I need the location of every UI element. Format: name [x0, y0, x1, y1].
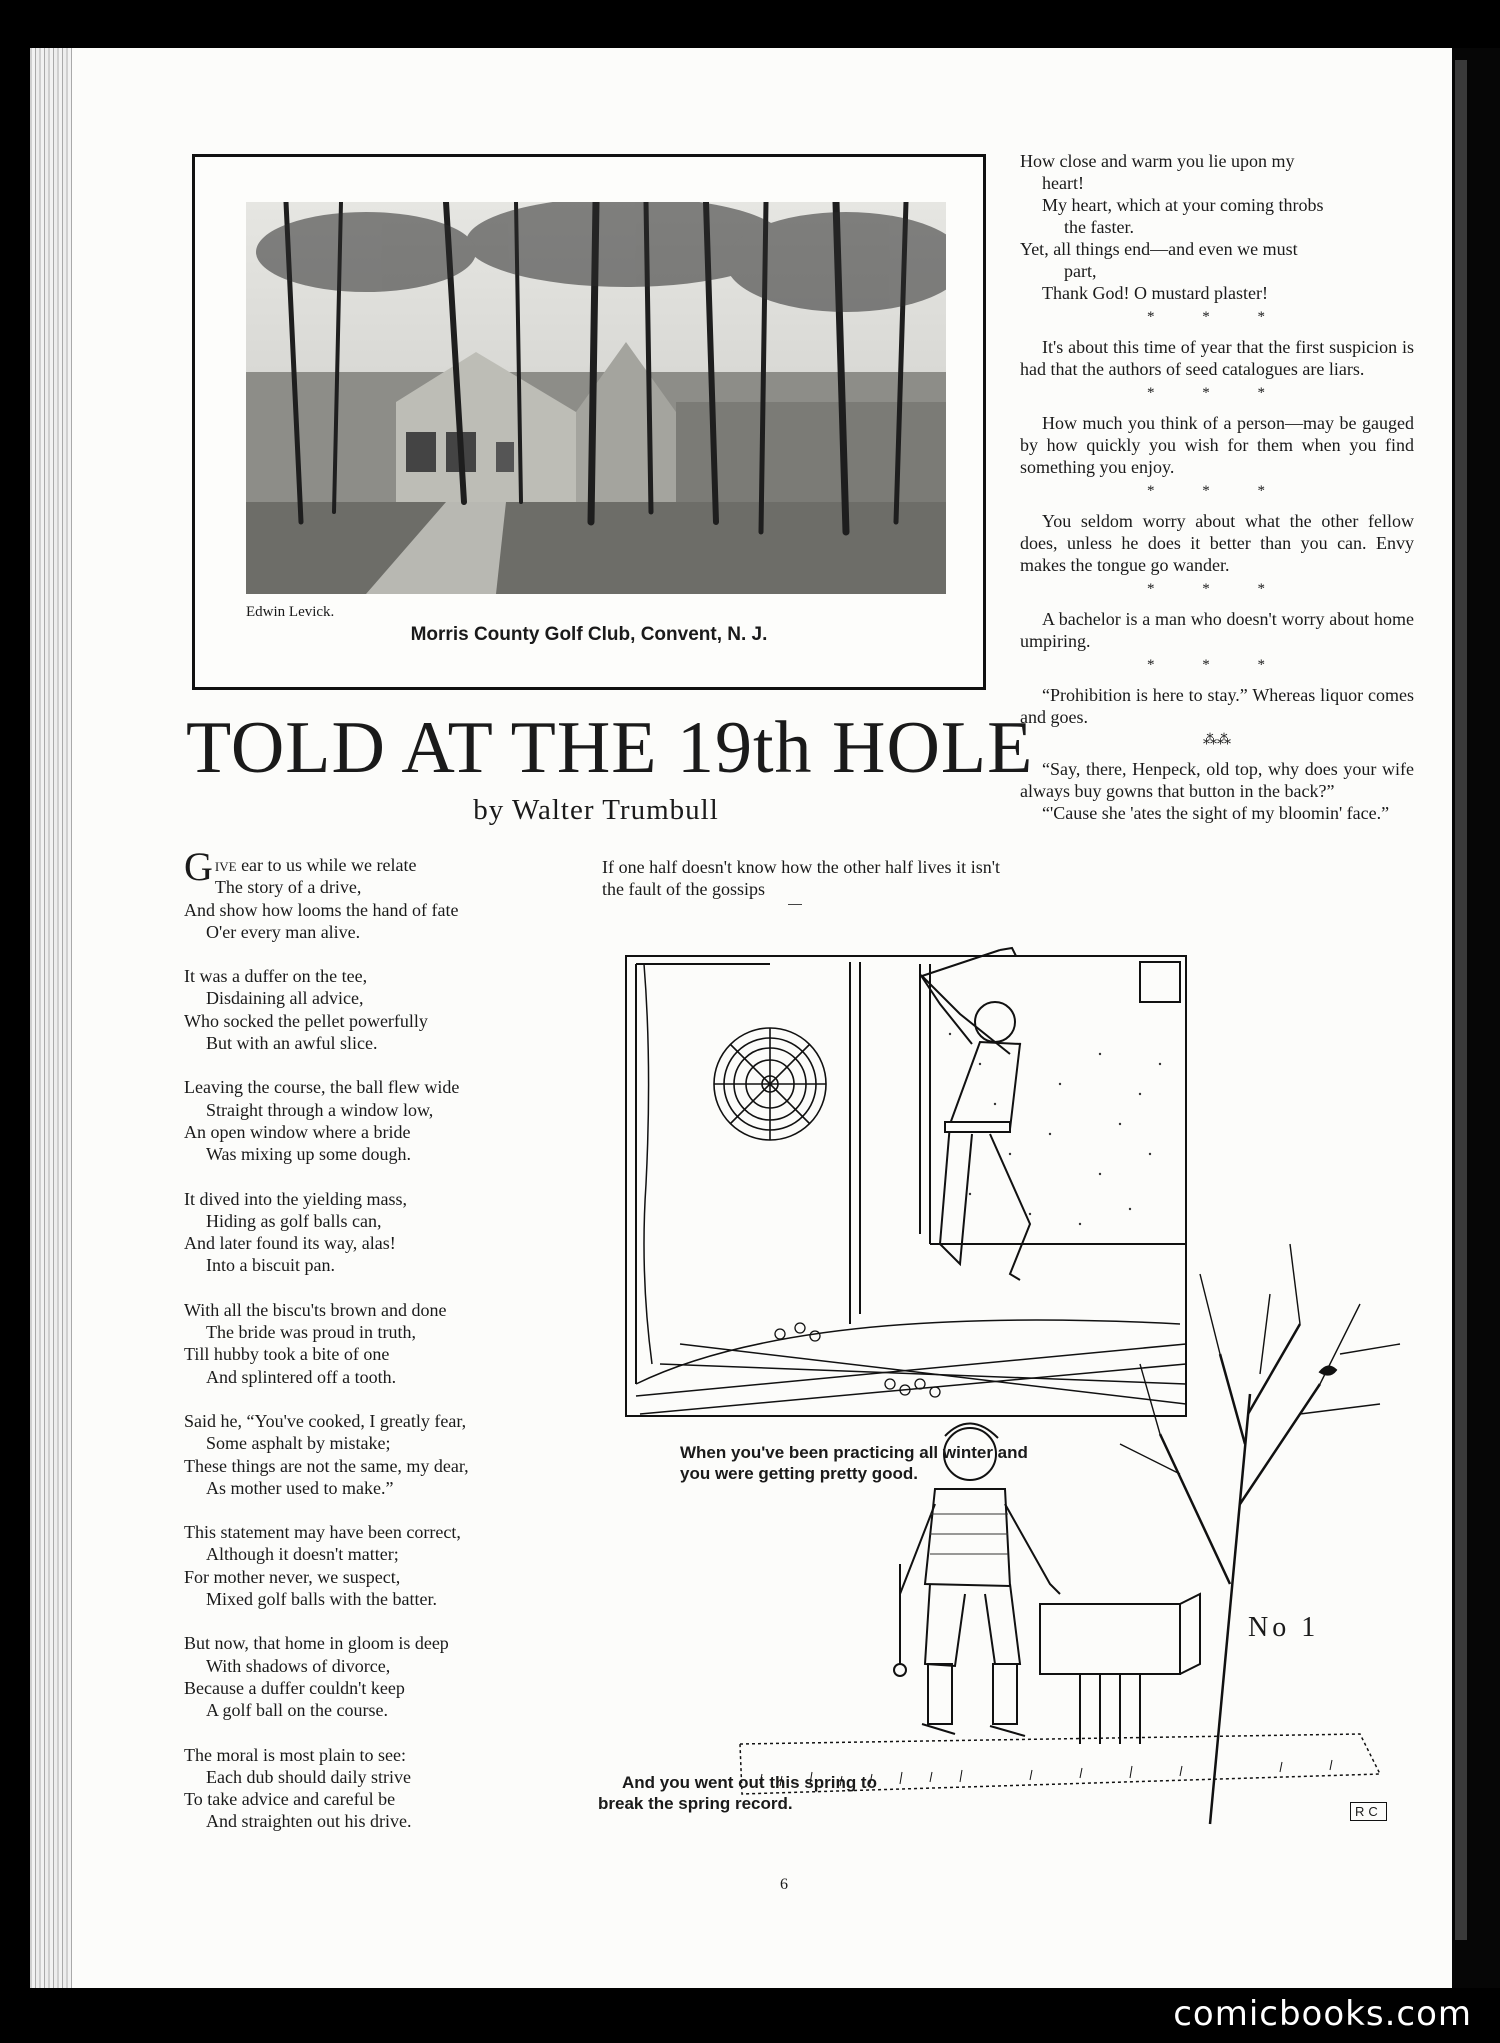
- separator-stars: * * *: [1147, 657, 1287, 673]
- poem-stanza: [184, 1188, 594, 1277]
- poem-line: Some asphalt by mistake;: [206, 1433, 391, 1454]
- poem-line: It was a duffer on the tee,: [184, 966, 368, 987]
- separator-stars: * * *: [1147, 581, 1287, 597]
- right-item: How much you think of a person—may be gauged by how quickly you wish for them when you find something you enjoy.: [1020, 413, 1414, 477]
- verse-line: the faster.: [1064, 217, 1134, 237]
- poem-line: Because a duffer couldn't keep: [184, 1677, 405, 1698]
- poem-line: O'er every man alive.: [206, 921, 361, 942]
- poem-line: Mixed golf balls with the batter.: [206, 1589, 437, 1610]
- poem-smallcaps: ive: [214, 855, 237, 875]
- dialogue-line: “'Cause she 'ates the sight of my bloomin' face.”: [1042, 803, 1390, 823]
- poem-line: This statement may have been correct,: [184, 1522, 461, 1543]
- poem-line: Disdaining all advice,: [206, 988, 364, 1009]
- poem: [184, 844, 594, 1855]
- poem-stanza: [184, 1299, 594, 1388]
- separator-stars: * * *: [1147, 385, 1287, 401]
- separator-stars: * * *: [1147, 483, 1287, 499]
- verse-line: How close and warm you lie upon my: [1020, 151, 1295, 171]
- poem-stanza: [184, 965, 594, 1054]
- poem-line: As mother used to make.”: [206, 1477, 394, 1498]
- right-item: A bachelor is a man who doesn't worry about home umpiring.: [1020, 609, 1414, 651]
- site-watermark: comicbooks.com: [1173, 1994, 1472, 2034]
- verse-line: My heart, which at your coming throbs: [1042, 195, 1324, 215]
- poem-stanza: [184, 844, 594, 943]
- poem-line: A golf ball on the course.: [206, 1700, 388, 1721]
- article-title: TOLD AT THE 19th HOLE: [186, 707, 1034, 789]
- poem-line: Was mixing up some dough.: [206, 1144, 412, 1165]
- poem-line: Till hubby took a bite of one: [184, 1344, 390, 1365]
- poem-line: To take advice and careful be: [184, 1789, 396, 1810]
- middle-paragraph-text: If one half doesn't know how the other half lives it isn't the fault of the gossips: [602, 857, 1000, 899]
- short-rule: [788, 904, 802, 905]
- middle-paragraph: [602, 856, 1000, 905]
- poem-stanza: [184, 1632, 594, 1721]
- article-byline: by Walter Trumbull: [473, 794, 719, 826]
- cartoon-caption-1: When you've been practicing all winter and you were getting pretty good.: [680, 1443, 1028, 1483]
- dialogue-line: “Say, there, Henpeck, old top, why does your wife always buy gowns that button in the back?”: [1020, 759, 1414, 801]
- poem-line: With shadows of divorce,: [206, 1655, 391, 1676]
- poem-line: Hiding as golf balls can,: [206, 1210, 382, 1231]
- cartoon-caption-2-line2: break the spring record.: [598, 1794, 793, 1813]
- poem-line: It dived into the yielding mass,: [184, 1188, 407, 1209]
- poem-line: The bride was proud in truth,: [206, 1322, 416, 1343]
- poem-line: Leaving the course, the ball flew wide: [184, 1077, 460, 1098]
- poem-line: The story of a drive,: [214, 877, 362, 898]
- poem-stanza: [184, 1410, 594, 1499]
- artist-signature: RC: [1350, 1802, 1387, 1821]
- verse-line: part,: [1064, 261, 1097, 281]
- poem-line: And splintered off a tooth.: [206, 1366, 397, 1387]
- golf-club-photo: [246, 202, 946, 594]
- page-number: 6: [780, 1876, 788, 1893]
- right-item: It's about this time of year that the first suspicion is had that the authors of seed catalogues are liars.: [1020, 337, 1414, 379]
- poem-line: With all the biscu'ts brown and done: [184, 1299, 447, 1320]
- separator-stars: * * *: [1147, 309, 1287, 325]
- cartoon-caption-2: [598, 1772, 968, 1814]
- poem-line: But now, that home in gloom is deep: [184, 1633, 449, 1654]
- poem-line: Into a biscuit pan.: [206, 1255, 335, 1276]
- indoor-practice-scene: [626, 948, 1186, 1416]
- binding-edge: [1455, 60, 1467, 1940]
- poem-line: Although it doesn't matter;: [206, 1544, 399, 1565]
- poem-first-line-rest: ear to us while we relate: [236, 855, 417, 875]
- poem-line: And straighten out his drive.: [206, 1811, 412, 1832]
- verse-line: Thank God! O mustard plaster!: [1042, 283, 1268, 303]
- poem-line: Who socked the pellet powerfully: [184, 1010, 428, 1031]
- poem-line: For mother never, we suspect,: [184, 1566, 401, 1587]
- right-item: “Prohibition is here to stay.” Whereas liquor comes and goes.: [1020, 685, 1414, 727]
- poem-line: The moral is most plain to see:: [184, 1744, 406, 1765]
- poem-stanza: [184, 1521, 594, 1610]
- poem-line: An open window where a bride: [184, 1121, 411, 1142]
- poem-line: Said he, “You've cooked, I greatly fear,: [184, 1410, 467, 1431]
- poem-line: And show how looms the hand of fate: [184, 899, 459, 920]
- page-edge-stack: [30, 48, 72, 1988]
- poem-line: But with an awful slice.: [206, 1033, 378, 1054]
- separator-asterisms: ⁂⁂: [1203, 733, 1231, 748]
- poem-line: These things are not the same, my dear,: [184, 1455, 469, 1476]
- right-item: You seldom worry about what the other fellow does, unless he does it better than you can. Envy makes the tongue go wander.: [1020, 511, 1414, 575]
- verse-line: Yet, all things end—and even we must: [1020, 239, 1298, 259]
- poem-line: And later found its way, alas!: [184, 1233, 396, 1254]
- poem-line: Straight through a window low,: [206, 1099, 434, 1120]
- golf-cartoon: [600, 944, 1414, 1844]
- poem-stanza: [184, 1744, 594, 1833]
- verse-line: heart!: [1042, 173, 1084, 193]
- photo-credit: Edwin Levick.: [246, 604, 335, 620]
- cartoon-caption-2-line1: And you went out this spring to: [622, 1773, 877, 1792]
- poem-stanza: [184, 1076, 594, 1165]
- photo-caption: Morris County Golf Club, Convent, N. J.: [410, 624, 768, 645]
- poem-line: Each dub should daily strive: [206, 1766, 411, 1787]
- right-column: [1020, 150, 1414, 824]
- mailbox-label: No 1: [1248, 1612, 1320, 1643]
- drop-cap: G: [184, 844, 213, 889]
